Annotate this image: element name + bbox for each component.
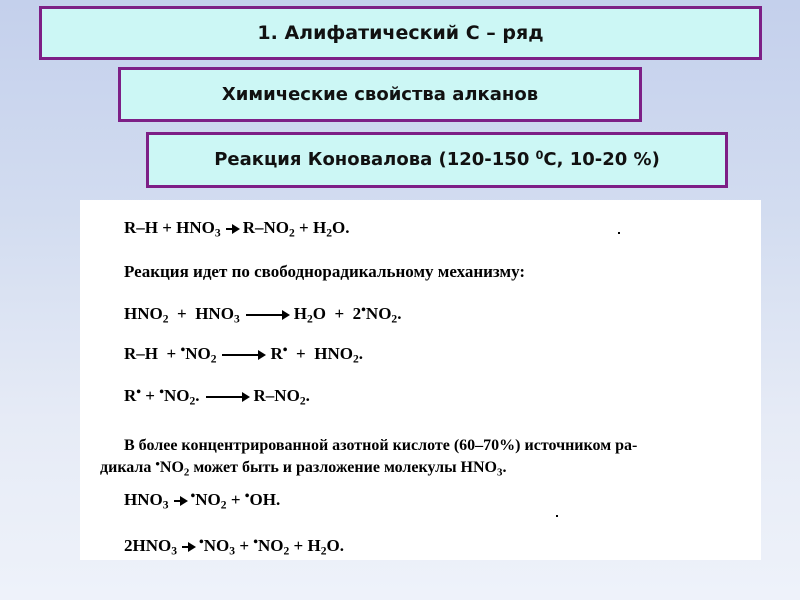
paragraph-line-1: В более концентрированной азотной кислоте (60–70%) источником ра- <box>124 437 638 454</box>
scan-speck <box>618 232 620 234</box>
decomposition-equation-1: $HNO_3^•NO_2 + ^•OH$. <box>124 488 281 512</box>
section-title: 1. Алифатический С – ряд <box>257 22 544 44</box>
scanned-document <box>80 200 761 560</box>
reaction-arrow <box>206 396 248 398</box>
paragraph-line-2: дикала $^•NO_2$ может быть и разложение молекулы $HNO_3$. <box>100 456 507 479</box>
section-title-banner <box>39 6 762 60</box>
reaction-title-banner <box>146 132 728 188</box>
topic-banner <box>118 67 642 122</box>
topic-title: Химические свойства алканов <box>221 84 539 105</box>
propagation-equation: $R-H + ^•NO_2$ $R^• + HNO_2$. <box>124 342 363 366</box>
nitration-equation: $R-H + HNO_3$ $R-NO_2 + H_2O$. <box>124 218 350 240</box>
initiation-equation: $HNO_2 + HNO_3$ $H_2O + 2^•NO_2$. <box>124 302 402 326</box>
scan-speck <box>556 515 558 517</box>
decomposition-equation-2: $2HNO_3^•NO_3 + ^•NO_2 + H_2O$. <box>124 534 344 558</box>
reaction-arrow <box>226 228 238 230</box>
reaction-title: Реакция Коновалова (120-150 $^0$С, 10-20 %) <box>214 149 660 171</box>
termination-equation: $R^• + ^•NO_2$. $R-NO_2$. <box>124 384 310 408</box>
reaction-arrow <box>222 354 264 356</box>
reaction-arrow <box>246 314 288 316</box>
reaction-arrow <box>174 500 186 502</box>
reaction-arrow <box>182 546 194 548</box>
mechanism-text: Реакция идет по свободнорадикальному механизму: <box>124 262 526 281</box>
